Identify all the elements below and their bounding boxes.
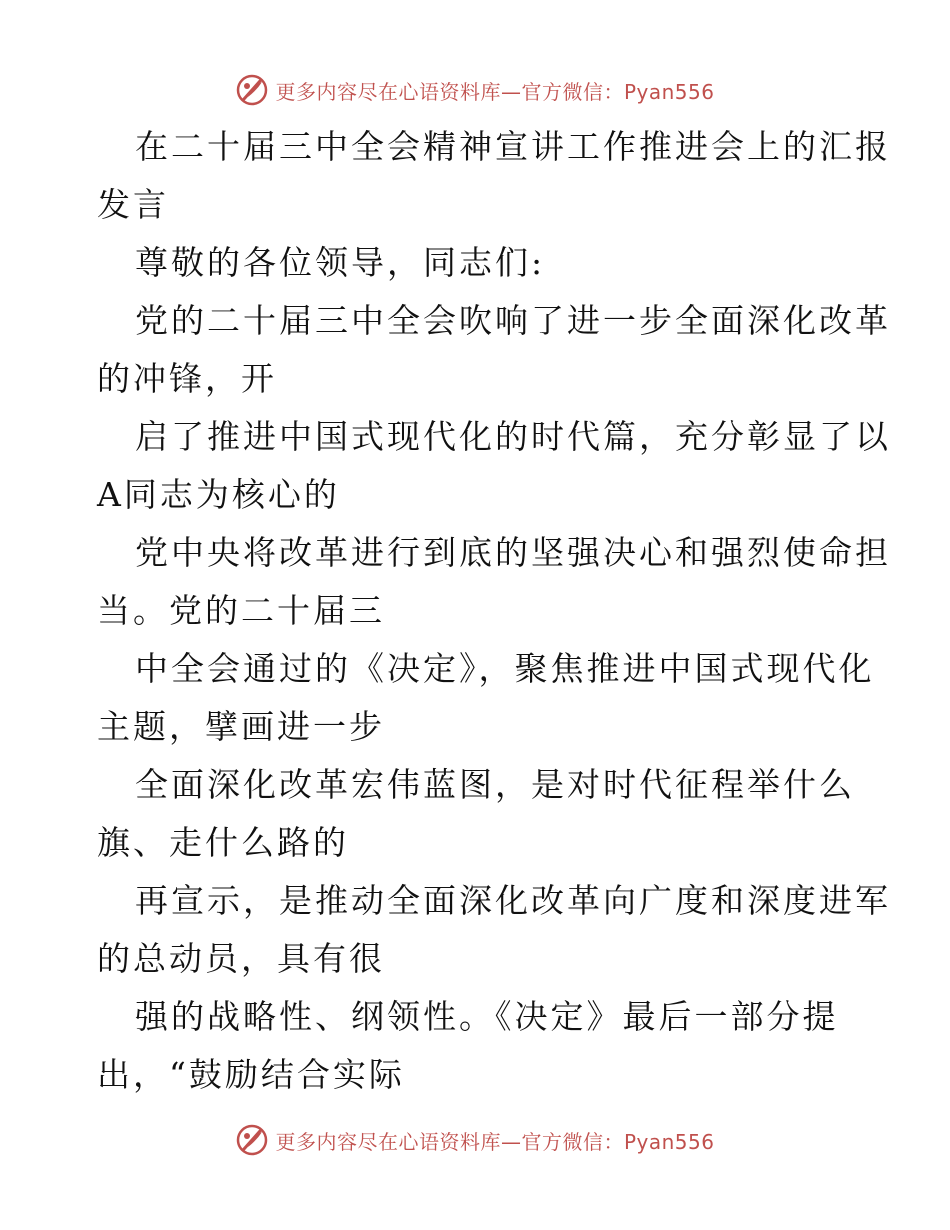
paragraph-line: 中全会通过的《决定》，聚焦推进中国式现代化	[135, 649, 875, 688]
paragraph-line: 启了推进中国式现代化的时代篇，充分彰显了以	[135, 417, 891, 456]
paragraph-line: 强的战略性、纲领性。《决定》最后一部分提	[135, 997, 839, 1036]
title-line-2: 发言	[97, 185, 169, 224]
paragraph-line: 出，“鼓励结合实际	[97, 1055, 405, 1094]
paragraph-line: 的冲锋，开	[97, 359, 277, 398]
paragraph-line: 主题，擘画进一步	[97, 707, 385, 746]
paragraph-line: 旗、走什么路的	[97, 823, 349, 862]
paragraph-line: 当。党的二十届三	[97, 591, 385, 630]
watermark-text: 更多内容尽在心语资料库—官方微信：Pyan556	[275, 1129, 715, 1154]
paragraph-line: 全面深化改革宏伟蓝图，是对时代征程举什么	[135, 765, 855, 804]
title-line-1: 在二十届三中全会精神宣讲工作推进会上的汇报	[135, 127, 891, 166]
paragraph-line: A同志为核心的	[97, 475, 340, 514]
quill-logo-icon	[235, 1123, 269, 1157]
salutation: 尊敬的各位领导，同志们:	[135, 243, 546, 282]
header-watermark	[0, 70, 950, 110]
document-body	[97, 118, 891, 1104]
paragraph-line: 的总动员，具有很	[97, 939, 385, 978]
paragraph-line: 党中央将改革进行到底的坚强决心和强烈使命担	[135, 533, 891, 572]
quill-logo-icon	[235, 73, 269, 107]
watermark-text: 更多内容尽在心语资料库—官方微信：Pyan556	[275, 79, 715, 104]
paragraph-line: 党的二十届三中全会吹响了进一步全面深化改革	[135, 301, 891, 340]
footer-watermark	[0, 1120, 950, 1160]
paragraph-line: 再宣示，是推动全面深化改革向广度和深度进军	[135, 881, 891, 920]
